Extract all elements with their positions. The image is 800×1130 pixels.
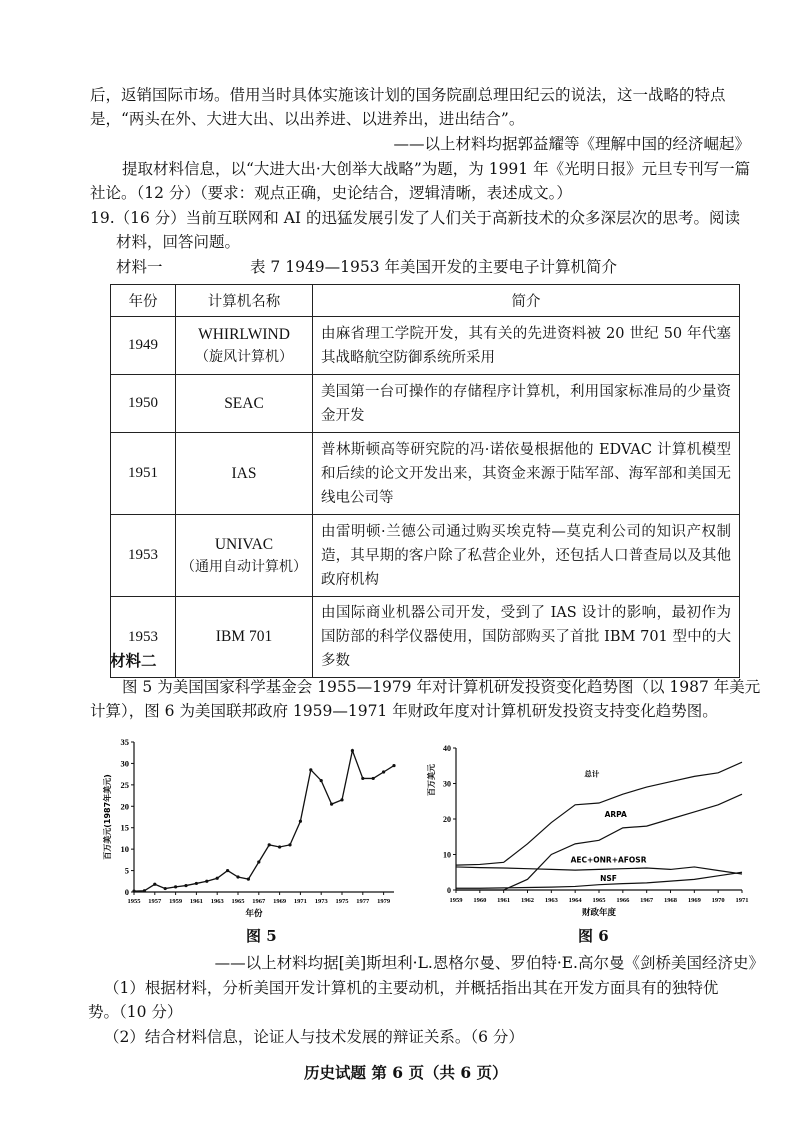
y-tick-label: 5 bbox=[124, 865, 129, 876]
x-tick-label: 1962 bbox=[521, 897, 534, 904]
x-tick-label: 1966 bbox=[616, 897, 630, 904]
text-line: 计算），图 6 为美国联邦政府 1959—1971 年财政年度对计算机研发投资支持变化趋势图。 bbox=[90, 702, 718, 720]
table-header: 简介 bbox=[313, 285, 740, 317]
data-point bbox=[340, 798, 343, 801]
table-row bbox=[111, 597, 740, 678]
data-point bbox=[153, 883, 156, 886]
x-tick-label: 1973 bbox=[314, 898, 328, 905]
computer-name-cn: （旋风计算机） bbox=[195, 348, 293, 365]
x-tick-label: 1963 bbox=[544, 897, 558, 904]
series-line bbox=[134, 751, 394, 892]
x-tick-label: 1969 bbox=[273, 898, 287, 905]
page-footer: 历史试题 第 6 页（共 6 页） bbox=[304, 1063, 508, 1082]
chart-figure-6 bbox=[422, 740, 752, 922]
x-tick-label: 1968 bbox=[664, 897, 677, 904]
year-cell: 1951 bbox=[111, 433, 176, 515]
series-label: 总计 bbox=[584, 769, 600, 779]
y-tick-label: 25 bbox=[120, 779, 129, 790]
x-tick-label: 1979 bbox=[377, 898, 391, 905]
series-line bbox=[456, 794, 742, 890]
data-point bbox=[184, 884, 187, 887]
material-label: 材料一 bbox=[116, 258, 163, 276]
year-cell: 1953 bbox=[111, 515, 176, 597]
text-line: 图 5 为美国国家科学基金会 1955—1979 年对计算机研发投资变化趋势图（以 1987 年美元 bbox=[122, 678, 761, 696]
y-tick-label: 30 bbox=[443, 779, 451, 789]
data-point bbox=[216, 877, 219, 880]
name-cell bbox=[176, 317, 313, 375]
data-point bbox=[372, 777, 375, 780]
x-tick-label: 1977 bbox=[356, 898, 370, 905]
data-point bbox=[226, 869, 229, 872]
x-tick-label: 1965 bbox=[231, 898, 245, 905]
table-row bbox=[111, 317, 740, 375]
y-tick-label: 15 bbox=[120, 822, 129, 833]
x-tick-label: 1971 bbox=[293, 898, 307, 905]
computer-name: SEAC bbox=[224, 394, 264, 412]
table-row bbox=[111, 375, 740, 433]
question-text: 势。（10 分） bbox=[88, 1003, 183, 1021]
series-line bbox=[456, 872, 742, 888]
text-line: 后，返销国际市场。借用当时具体实施该计划的国务院副总理田纪云的说法，这一战略的特点 bbox=[90, 86, 726, 104]
data-point bbox=[268, 843, 271, 846]
x-tick-label: 1955 bbox=[127, 898, 141, 905]
y-tick-label: 10 bbox=[120, 844, 129, 855]
y-tick-label: 40 bbox=[443, 744, 451, 753]
source-citation: ——以上材料均据郭益耀等《理解中国的经济崛起》 bbox=[393, 135, 750, 153]
table-row bbox=[111, 515, 740, 597]
data-point bbox=[309, 768, 312, 771]
data-point bbox=[143, 889, 146, 892]
description-cell: 美国第一台可操作的存储程序计算机，利用国家标准局的少量资金开发 bbox=[313, 375, 740, 433]
question-text: （2）结合材料信息，论证人与技术发展的辩证关系。（6 分） bbox=[104, 1028, 524, 1046]
table-caption: 表 7 1949—1953 年美国开发的主要电子计算机简介 bbox=[250, 258, 618, 276]
y-axis-label: 百万美元 bbox=[427, 763, 436, 796]
chart-figure-5 bbox=[96, 730, 406, 922]
data-point bbox=[257, 860, 260, 863]
data-point bbox=[164, 887, 167, 890]
x-tick-label: 1963 bbox=[210, 898, 224, 905]
data-point bbox=[361, 777, 364, 780]
computer-name: WHIRLWIND bbox=[198, 325, 290, 343]
table-header-row bbox=[111, 285, 740, 317]
x-tick-label: 1959 bbox=[449, 897, 463, 904]
data-point bbox=[330, 803, 333, 806]
series-label: AEC+ONR+AFOSR bbox=[570, 855, 647, 865]
computer-name: UNIVAC bbox=[214, 535, 274, 553]
x-tick-label: 1965 bbox=[592, 897, 606, 904]
y-axis-label: 百万美元(1987年美元) bbox=[103, 774, 112, 860]
description-cell: 由国际商业机器公司开发，受到了 IAS 设计的影响，最初作为国防部的科学仪器使用，国防部购买了首批 IBM 701 型中的大多数 bbox=[313, 597, 740, 678]
x-axis-label: 财政年度 bbox=[581, 908, 617, 918]
text-line: 提取材料信息，以“大进大出·大创举大战略”为题，为 1991 年《光明日报》元旦专刊写一篇 bbox=[122, 160, 751, 178]
text-line: 是，“两头在外、大进大出、以出养进、以进养出，进出结合”。 bbox=[90, 110, 525, 128]
computer-name: IAS bbox=[231, 464, 257, 482]
x-tick-label: 1957 bbox=[148, 898, 162, 905]
x-tick-label: 1967 bbox=[640, 897, 654, 904]
y-tick-label: 0 bbox=[447, 886, 451, 895]
x-tick-label: 1960 bbox=[473, 897, 487, 904]
x-tick-label: 1970 bbox=[711, 897, 725, 904]
year-cell: 1949 bbox=[111, 317, 176, 375]
y-tick-label: 20 bbox=[443, 815, 451, 824]
material-label: 材料二 bbox=[110, 651, 157, 670]
y-tick-label: 10 bbox=[443, 850, 451, 860]
year-cell: 1950 bbox=[111, 375, 176, 433]
x-tick-label: 1961 bbox=[497, 897, 511, 904]
y-tick-label: 30 bbox=[120, 758, 129, 769]
name-cell bbox=[176, 375, 313, 433]
x-tick-label: 1967 bbox=[252, 898, 266, 905]
data-point bbox=[247, 878, 250, 881]
data-point bbox=[288, 843, 291, 846]
figure-caption: 图 6 bbox=[578, 927, 609, 945]
x-axis-label: 年份 bbox=[245, 909, 263, 919]
x-tick-label: 1959 bbox=[169, 898, 183, 905]
description-cell: 普林斯顿高等研究院的冯·诺依曼根据他的 EDVAC 计算机模型和后续的论文开发出来，其资金来源于陆军部、海军部和美国无线电公司等 bbox=[313, 433, 740, 515]
x-tick-label: 1961 bbox=[189, 898, 203, 905]
name-cell bbox=[176, 515, 313, 597]
data-point bbox=[236, 875, 239, 878]
series-label: NSF bbox=[600, 873, 617, 883]
data-point bbox=[382, 770, 385, 773]
computer-name-cn: （通用自动计算机） bbox=[181, 558, 307, 575]
data-point bbox=[320, 779, 323, 782]
series-label: ARPA bbox=[604, 810, 627, 820]
description-cell: 由雷明顿·兰德公司通过购买埃克特—莫克利公司的知识产权制造，其早期的客户除了私营企业外，还包括人口普查局以及其他政府机构 bbox=[313, 515, 740, 597]
x-tick-label: 1971 bbox=[735, 897, 749, 904]
x-tick-label: 1969 bbox=[687, 897, 701, 904]
data-point bbox=[205, 880, 208, 883]
x-tick-label: 1975 bbox=[335, 898, 349, 905]
data-point bbox=[174, 885, 177, 888]
series-line bbox=[456, 867, 742, 874]
data-point bbox=[351, 749, 354, 752]
description-cell: 由麻省理工学院开发，其有关的先进资料被 20 世纪 50 年代塞其战略航空防御系统所采用 bbox=[313, 317, 740, 375]
data-point bbox=[299, 820, 302, 823]
y-tick-label: 0 bbox=[124, 887, 129, 897]
question-intro: 材料，回答问题。 bbox=[116, 233, 241, 251]
computer-name: IBM 701 bbox=[215, 628, 273, 645]
table-row bbox=[111, 433, 740, 515]
table-header: 年份 bbox=[111, 285, 176, 317]
name-cell bbox=[176, 433, 313, 515]
text-line: 社论。（12 分）（要求：观点正确，史论结合，逻辑清晰，表述成文。） bbox=[90, 184, 572, 202]
data-point bbox=[392, 764, 395, 767]
question-text: （1）根据材料，分析美国开发计算机的主要动机，并概括指出其在开发方面具有的独特优 bbox=[104, 979, 719, 997]
name-cell bbox=[176, 597, 313, 678]
question-intro: 19.（16 分）当前互联网和 AI 的迅猛发展引发了人们关于高新技术的众多深层次的思考。阅读 bbox=[90, 209, 740, 227]
y-tick-label: 35 bbox=[120, 737, 129, 747]
source-citation: ——以上材料均据[美]斯坦利·L.恩格尔曼、罗伯特·E.高尔曼《剑桥美国经济史》 bbox=[214, 954, 764, 972]
computer-table bbox=[110, 284, 740, 678]
data-point bbox=[278, 845, 281, 848]
year-cell: 1953 bbox=[111, 597, 176, 678]
data-point bbox=[195, 882, 198, 885]
x-tick-label: 1964 bbox=[568, 897, 582, 904]
data-point bbox=[132, 890, 135, 893]
table-header: 计算机名称 bbox=[176, 285, 313, 317]
figure-caption: 图 5 bbox=[246, 927, 277, 945]
y-tick-label: 20 bbox=[120, 801, 129, 812]
